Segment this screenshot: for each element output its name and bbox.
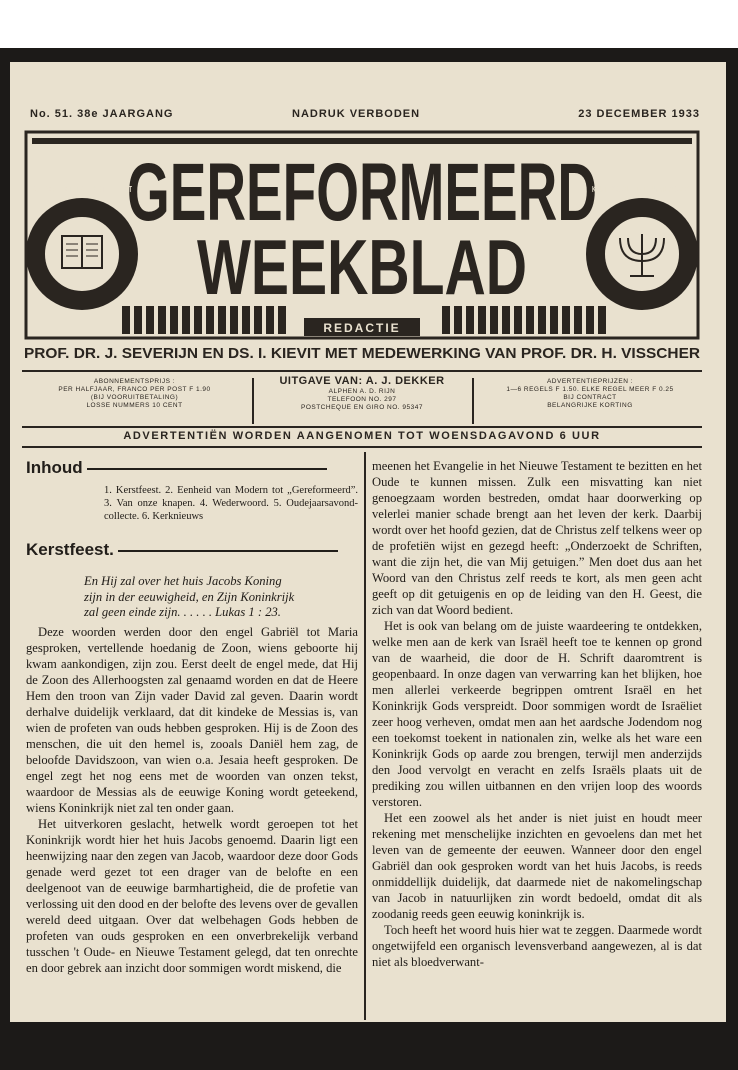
issue-line: [30, 108, 700, 122]
publisher-line-1: ALPHEN A. D. RIJN: [328, 388, 396, 395]
info-divider-2: [472, 378, 474, 424]
left-emblem: [26, 198, 138, 310]
paragraph: Het uitverkoren geslacht, hetwelk wordt geroepen tot het Koninkrijk wordt hier het huis Jacobs genoemd. Daarin ligt een heenwijzing naar den zegen van Jacob, waardoor deze door Gods genade werd gezet tot een drager van de belofte en een deelgenoot van de eeuwige barmhartigheid, die de profetie van verlossing uit den dood en der belofte des levens over de gevallen wereld deed uitgaan. Over dat welbehagen Gods hebben de profeten van ouds gesproken en een onverbrekelijk verband tusschen 't Oude- en Nieuwe Testament gelegd, dat ten onrechte en door gebrek aan inzicht door sommigen wordt miskend, die: [26, 817, 358, 975]
right-column-text: [372, 458, 702, 970]
subscription-title: ABONNEMENTSPRIJS :: [93, 378, 176, 385]
subscription-box: [22, 374, 247, 430]
subscription-line-3: LOSSE NUMMERS 10 CENT: [86, 402, 183, 409]
info-divider-1: [252, 378, 254, 424]
quote-line-2: zijn in der eeuwigheid, en Zijn Koninkrijk: [84, 589, 295, 604]
redactie-label: REDACTIE: [323, 321, 401, 335]
advertising-notice: ADVERTENTIËN WORDEN AANGENOMEN TOT WOENSDAGAVOND 6 UUR: [123, 430, 601, 442]
paragraph: meenen het Evangelie in het Nieuwe Testament te bezitten en het Oude te kunnen missen. Zulk een misvatting kan niet genoegzaam worden bestreden, omdat haar doorwerking op velerlei manier schade brengt aan het leven der kerk. Daarbij wordt over het hoofd gezien, dat de Christus zelf telkens weer op de profetiën wijst en gezegd heeft: „Onderzoekt de Schriften, want die zijn het, die van Mij getuigen.” Men doet dus aan het Woord van den Christus zelf reeds te kort, als men geen acht geeft op dit getuigenis en op de leiding van den H. Geest, die zich van dat Woord bedient.: [372, 459, 702, 617]
column-divider: [364, 452, 366, 1020]
rule-adv-bottom: [22, 446, 702, 448]
paragraph: Het een zoowel als het ander is niet juist en houdt meer rekening met menschelijke inzichten en gevoelens dan met het leven van de gemeente der eeuwen. Wanneer door den engel Gabriël dan ook gesproken wordt van het huis Jacobs, is reeds onmiddellijk duidelijk, dat daarmede niet de nakomelingschap van Jacob in natuurlijken zin wordt bedoeld, omdat dit als zoodanig reeds geen eeuwig koninkrijk is.: [372, 811, 702, 921]
ad-prices-line-1: 1—6 REGELS F 1.50. ELKE REGEL MEER F 0.25: [506, 386, 674, 393]
issue-date: 23 DECEMBER 1933: [578, 108, 700, 120]
table-of-contents: 1. Kerstfeest. 2. Eenheid van Modern tot „Gereformeerd”. 3. Van onze knapen. 4. Wederwoord. 5. Oudejaarsavond-collecte. 6. Kerknieuws: [104, 485, 358, 522]
top-margin: [0, 0, 738, 48]
publisher-line-2: TELEFOON NO. 297: [327, 396, 397, 403]
masthead: [22, 126, 702, 366]
paragraph: Toch heeft het woord huis hier wat te zeggen. Daarmede wordt ongetwijfeld een organisch levensverband aangewezen, al is dat niet als bloedverwant-: [372, 923, 702, 969]
kerstfeest-heading: Kerstfeest.: [26, 540, 356, 560]
masthead-title-2: WEEKBLAD: [197, 223, 527, 311]
issue-number: No. 51. 38e JAARGANG: [30, 108, 174, 120]
ad-prices-box: [478, 374, 702, 430]
publisher-title: UITGAVE VAN: A. J. DEKKER: [279, 375, 445, 387]
right-motto: KOMT GOD'S LIGT·'T DUYSTER SWIGT: [592, 185, 693, 194]
right-emblem: [586, 198, 698, 310]
ad-prices-line-2: BIJ CONTRACT: [563, 394, 617, 401]
ad-prices-title: ADVERTENTIEPRIJZEN :: [546, 378, 634, 385]
masthead-title-1: GEREFORMEERD: [127, 147, 597, 238]
inhoud-heading: Inhoud: [26, 458, 356, 478]
scripture-quote: [84, 574, 360, 621]
info-row: [22, 374, 702, 426]
paragraph: Deze woorden werden door den engel Gabriël tot Maria gesproken, vertellende hoedanig de Zoon, wiens geboorte hij kwam aankondigen, zijn zou. Eerst deelt de engel mede, dat Hij de Zoon des Allerhoogsten zal genaamd worden en dat de Heere Hem den troon van Zijn vader David zal geven. Daarin wordt derhalve duidelijk verklaard, dat dit kindeke de Messias is, van wien de profeten van ouds hebben gesproken. Hij is de Zoon des menschen, die uit den hemel is, zooals Daniël hem zag, de beloofde Davidszoon, van wien o.a. Jesaia heeft gesproken. De engel zegt het nog eens met de woorden van onzen tekst, waardoor de Messias als de eeuwige Koning wordt geteekend, wiens Koninkrijk niet zal ten onder gaan.: [26, 625, 358, 815]
publisher-box: [258, 374, 466, 426]
editors-line: PROF. DR. J. SEVERIJN EN DS. I. KIEVIT MET MEDEWERKING VAN PROF. DR. H. VISSCHER: [24, 345, 701, 362]
rule-sub-top: [22, 370, 702, 372]
rule-sub-bottom: [22, 426, 702, 428]
publisher-line-3: POSTCHEQUE EN GIRO NO. 95347: [300, 404, 423, 411]
ad-prices-line-3: BELANGRIJKE KORTING: [547, 402, 633, 409]
left-column-text: [26, 624, 358, 976]
copyright-notice: NADRUK VERBODEN: [292, 108, 421, 120]
left-motto: WAT VERGAET·'T WOORDT BESTAET: [32, 185, 133, 194]
quote-line-3: zal geen einde zijn. . . . . . Lukas 1 : 23.: [84, 605, 281, 619]
subscription-line-2: (BIJ VOORUITBETALING): [90, 394, 179, 401]
paragraph: Het is ook van belang om de juiste waardeering te ontdekken, welke men aan de kerk van Israël heeft toe te kennen op grond van de waarheid, die door de H. Schrift daaromtrent is geopenbaard. In onze dagen van verwarring kan het blijken, hoe men allerlei verkeerde begrippen omtrent Israël en het Koninkrijk Gods verspreidt. Door sommigen wordt de Israëliet zeer hoog verheven, omdat men aan het aardsche Jodendom nog een toekomst toekent in nationalen zin, welke als het ware een Koninkrijk Gods op aarde zou brengen, terwijl men anderzijds den Jood vervolgt en veracht en zelfs Israëls plaats uit de prediking zou willen uitbannen en den vrijen loop des woords verstoren.: [372, 619, 702, 809]
quote-line-1: En Hij zal over het huis Jacobs Koning: [84, 574, 282, 588]
subscription-line-1: PER HALFJAAR, FRANCO PER POST F 1.90: [58, 386, 211, 393]
